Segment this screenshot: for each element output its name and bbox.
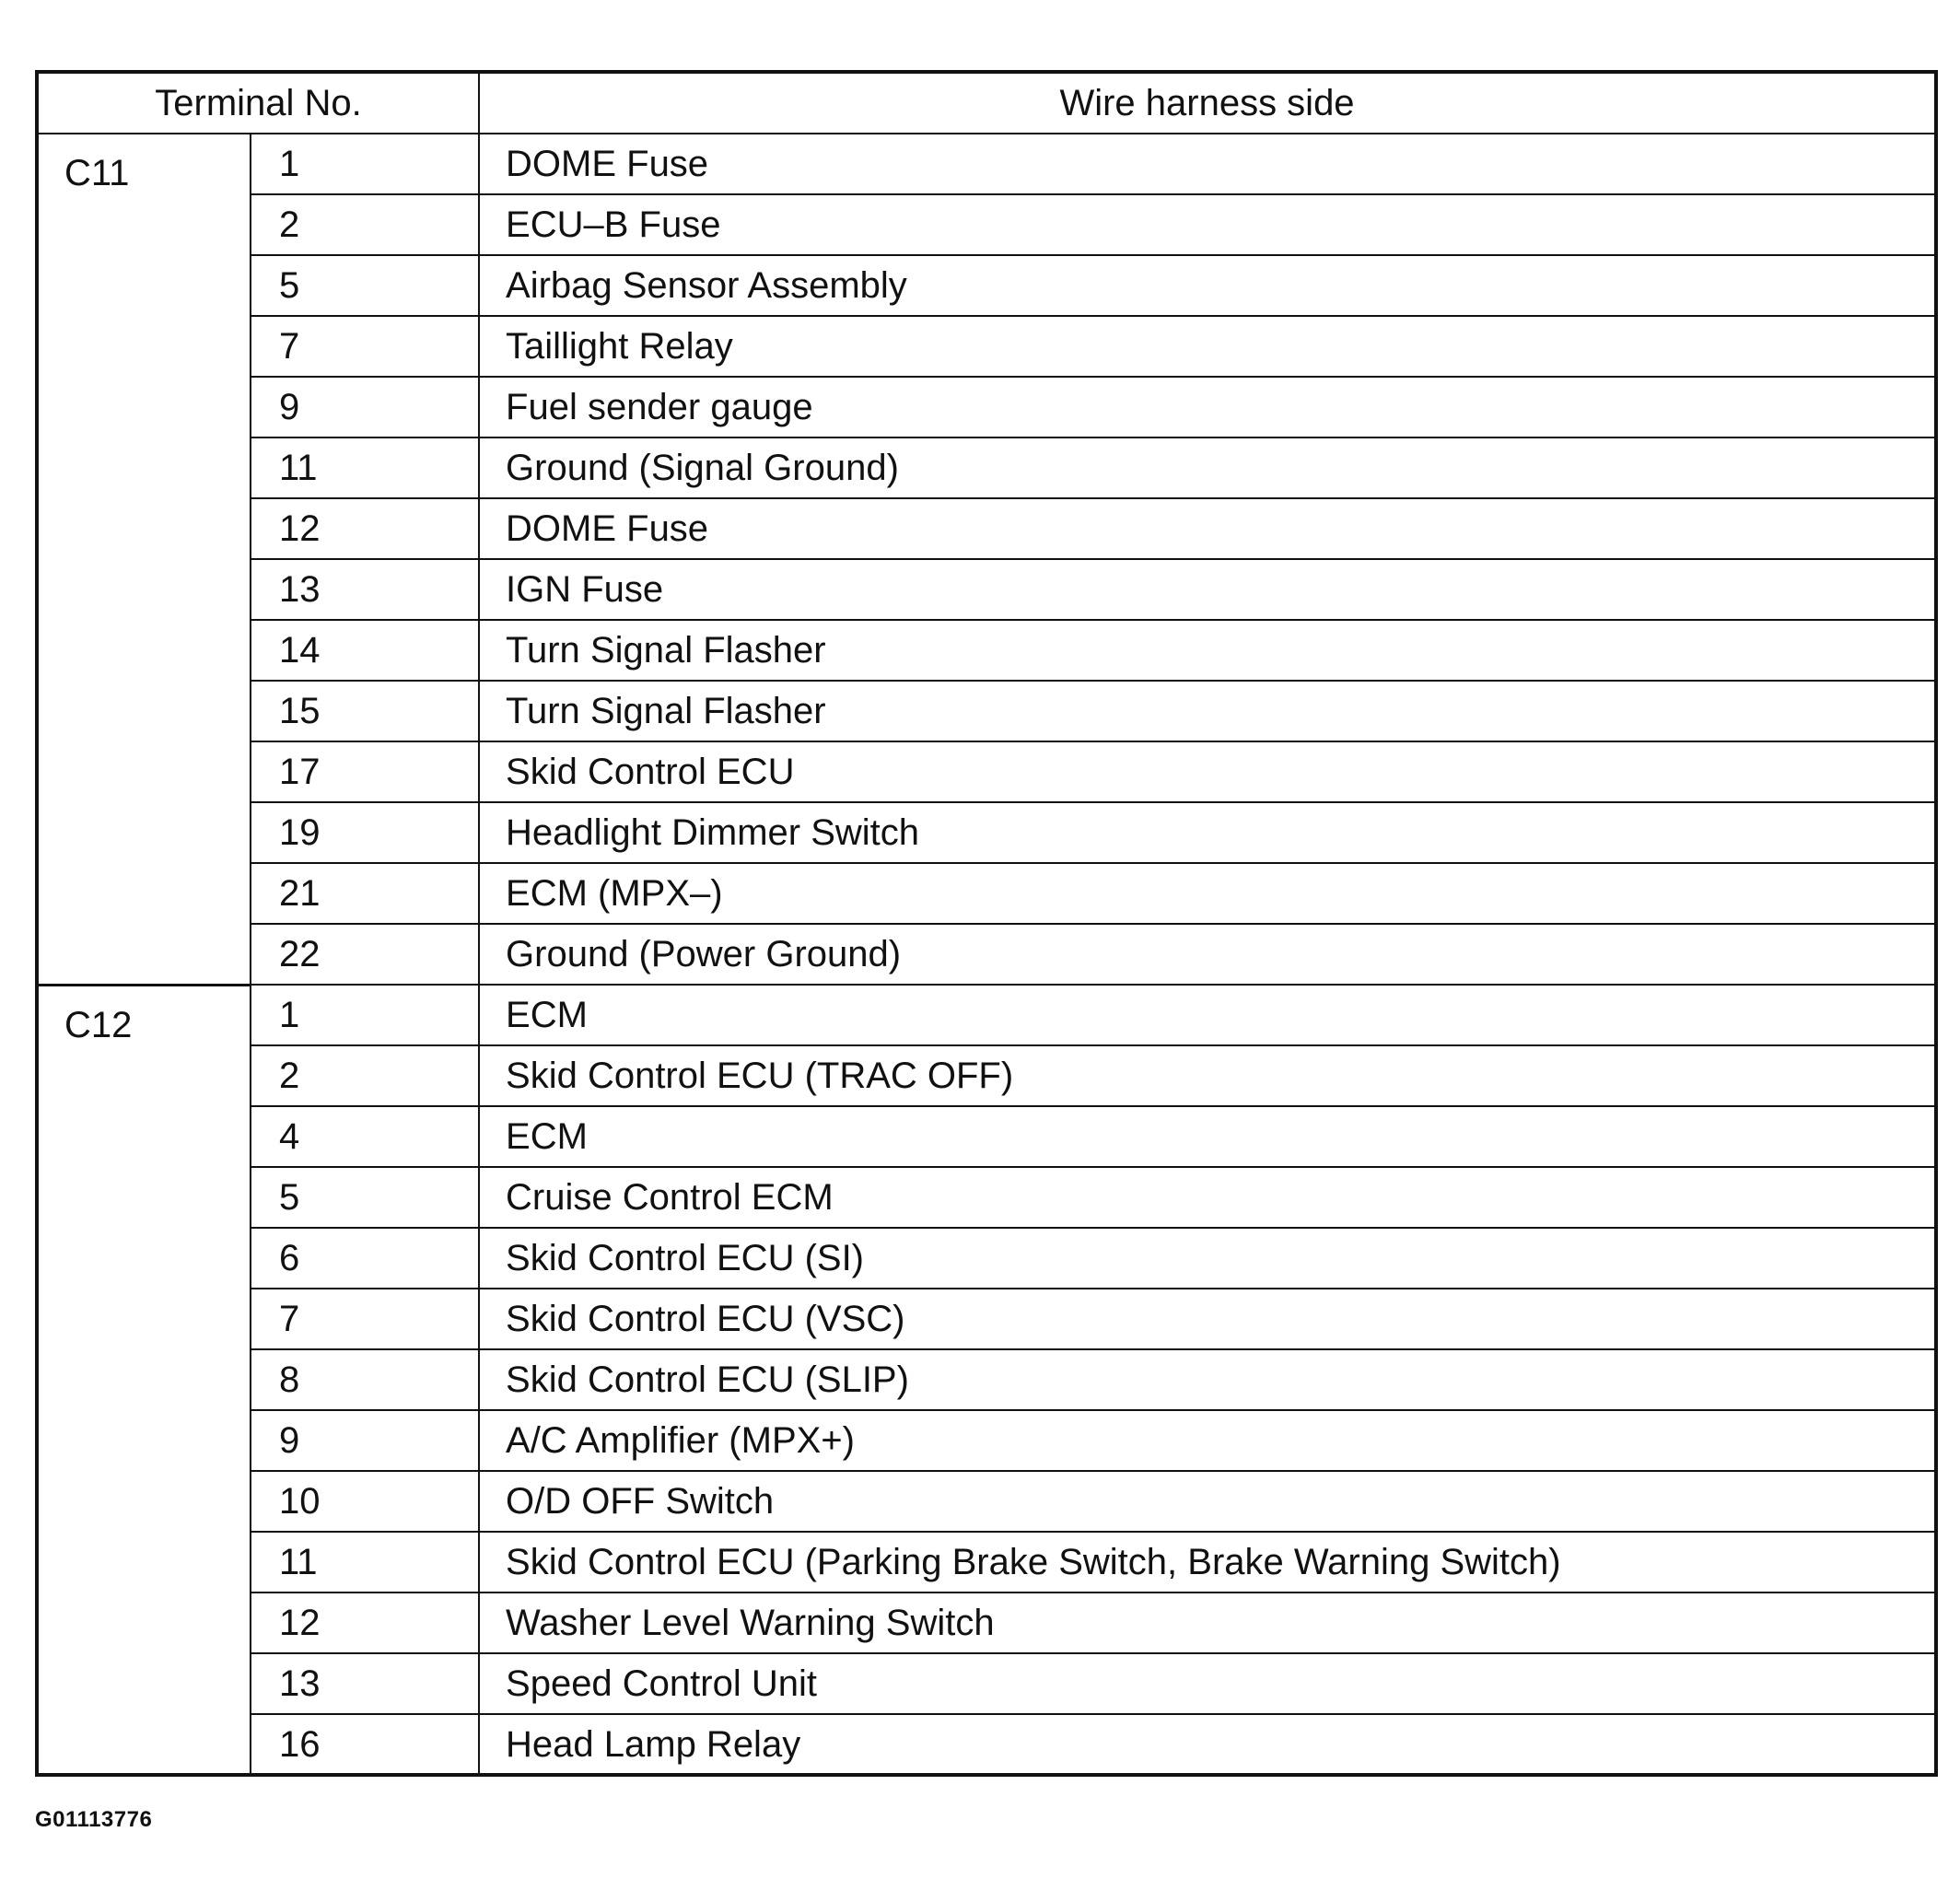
pin-number: 2 <box>251 194 479 255</box>
pin-number: 22 <box>251 924 479 985</box>
wire-description: Skid Control ECU (SI) <box>479 1228 1936 1289</box>
table-body <box>37 134 1936 1775</box>
pin-number: 1 <box>251 985 479 1045</box>
wire-description: ECM <box>479 985 1936 1045</box>
pin-number: 13 <box>251 1653 479 1714</box>
wire-description: ECM (MPX–) <box>479 863 1936 924</box>
wire-description: Speed Control Unit <box>479 1653 1936 1714</box>
wire-description: O/D OFF Switch <box>479 1471 1936 1532</box>
figure-id: G01113776 <box>35 1807 153 1832</box>
pin-number: 19 <box>251 802 479 863</box>
table-row <box>37 498 1936 559</box>
pin-number: 16 <box>251 1714 479 1775</box>
pin-number: 10 <box>251 1471 479 1532</box>
pin-number: 11 <box>251 438 479 498</box>
wire-description: Skid Control ECU (TRAC OFF) <box>479 1045 1936 1106</box>
header-terminal-no: Terminal No. <box>37 72 479 134</box>
table-row <box>37 924 1936 985</box>
header-row <box>37 72 1936 134</box>
pin-number: 15 <box>251 681 479 741</box>
pin-number: 1 <box>251 134 479 194</box>
table-row <box>37 741 1936 802</box>
pin-number: 14 <box>251 620 479 681</box>
pin-number: 6 <box>251 1228 479 1289</box>
wire-description: Cruise Control ECM <box>479 1167 1936 1228</box>
table-row <box>37 1106 1936 1167</box>
pin-number: 12 <box>251 1592 479 1653</box>
table-header <box>37 72 1936 134</box>
table-row <box>37 1471 1936 1532</box>
table-row <box>37 134 1936 194</box>
pin-number: 9 <box>251 377 479 438</box>
connector-label: C12 <box>37 985 251 1775</box>
pin-number: 9 <box>251 1410 479 1471</box>
table-row <box>37 1349 1936 1410</box>
wire-description: Turn Signal Flasher <box>479 681 1936 741</box>
wire-description: Skid Control ECU (VSC) <box>479 1289 1936 1349</box>
wire-description: Fuel sender gauge <box>479 377 1936 438</box>
table-row <box>37 559 1936 620</box>
pin-number: 21 <box>251 863 479 924</box>
table-row <box>37 863 1936 924</box>
pin-number: 2 <box>251 1045 479 1106</box>
table-row <box>37 438 1936 498</box>
wire-description: IGN Fuse <box>479 559 1936 620</box>
table-row <box>37 620 1936 681</box>
pin-number: 7 <box>251 1289 479 1349</box>
wire-description: Headlight Dimmer Switch <box>479 802 1936 863</box>
wire-description: Washer Level Warning Switch <box>479 1592 1936 1653</box>
table-row <box>37 985 1936 1045</box>
wire-description: Airbag Sensor Assembly <box>479 255 1936 316</box>
wire-description: Skid Control ECU (Parking Brake Switch, Brake Warning Switch) <box>479 1532 1936 1592</box>
table-row <box>37 255 1936 316</box>
table-row <box>37 1045 1936 1106</box>
table-row <box>37 316 1936 377</box>
table-row <box>37 1228 1936 1289</box>
wire-description: Skid Control ECU <box>479 741 1936 802</box>
pin-number: 8 <box>251 1349 479 1410</box>
table-row <box>37 1714 1936 1775</box>
table-row <box>37 1289 1936 1349</box>
pin-number: 12 <box>251 498 479 559</box>
wire-description: Head Lamp Relay <box>479 1714 1936 1775</box>
table-row <box>37 1167 1936 1228</box>
pin-number: 13 <box>251 559 479 620</box>
table-row <box>37 194 1936 255</box>
wire-description: DOME Fuse <box>479 134 1936 194</box>
pin-number: 5 <box>251 255 479 316</box>
wire-description: ECU–B Fuse <box>479 194 1936 255</box>
table-row <box>37 681 1936 741</box>
wire-description: Ground (Signal Ground) <box>479 438 1936 498</box>
wire-description: ECM <box>479 1106 1936 1167</box>
wire-description: Skid Control ECU (SLIP) <box>479 1349 1936 1410</box>
terminal-table <box>35 70 1938 1777</box>
wire-description: DOME Fuse <box>479 498 1936 559</box>
pin-number: 11 <box>251 1532 479 1592</box>
table-row <box>37 377 1936 438</box>
table-row <box>37 1410 1936 1471</box>
table-row <box>37 1532 1936 1592</box>
pin-number: 4 <box>251 1106 479 1167</box>
wire-description: Ground (Power Ground) <box>479 924 1936 985</box>
table-row <box>37 1653 1936 1714</box>
wire-description: A/C Amplifier (MPX+) <box>479 1410 1936 1471</box>
pin-number: 17 <box>251 741 479 802</box>
table-row <box>37 1592 1936 1653</box>
wire-description: Taillight Relay <box>479 316 1936 377</box>
wire-description: Turn Signal Flasher <box>479 620 1936 681</box>
connector-label: C11 <box>37 134 251 985</box>
header-wire-harness-side: Wire harness side <box>479 72 1936 134</box>
table-row <box>37 802 1936 863</box>
pin-number: 5 <box>251 1167 479 1228</box>
pin-number: 7 <box>251 316 479 377</box>
